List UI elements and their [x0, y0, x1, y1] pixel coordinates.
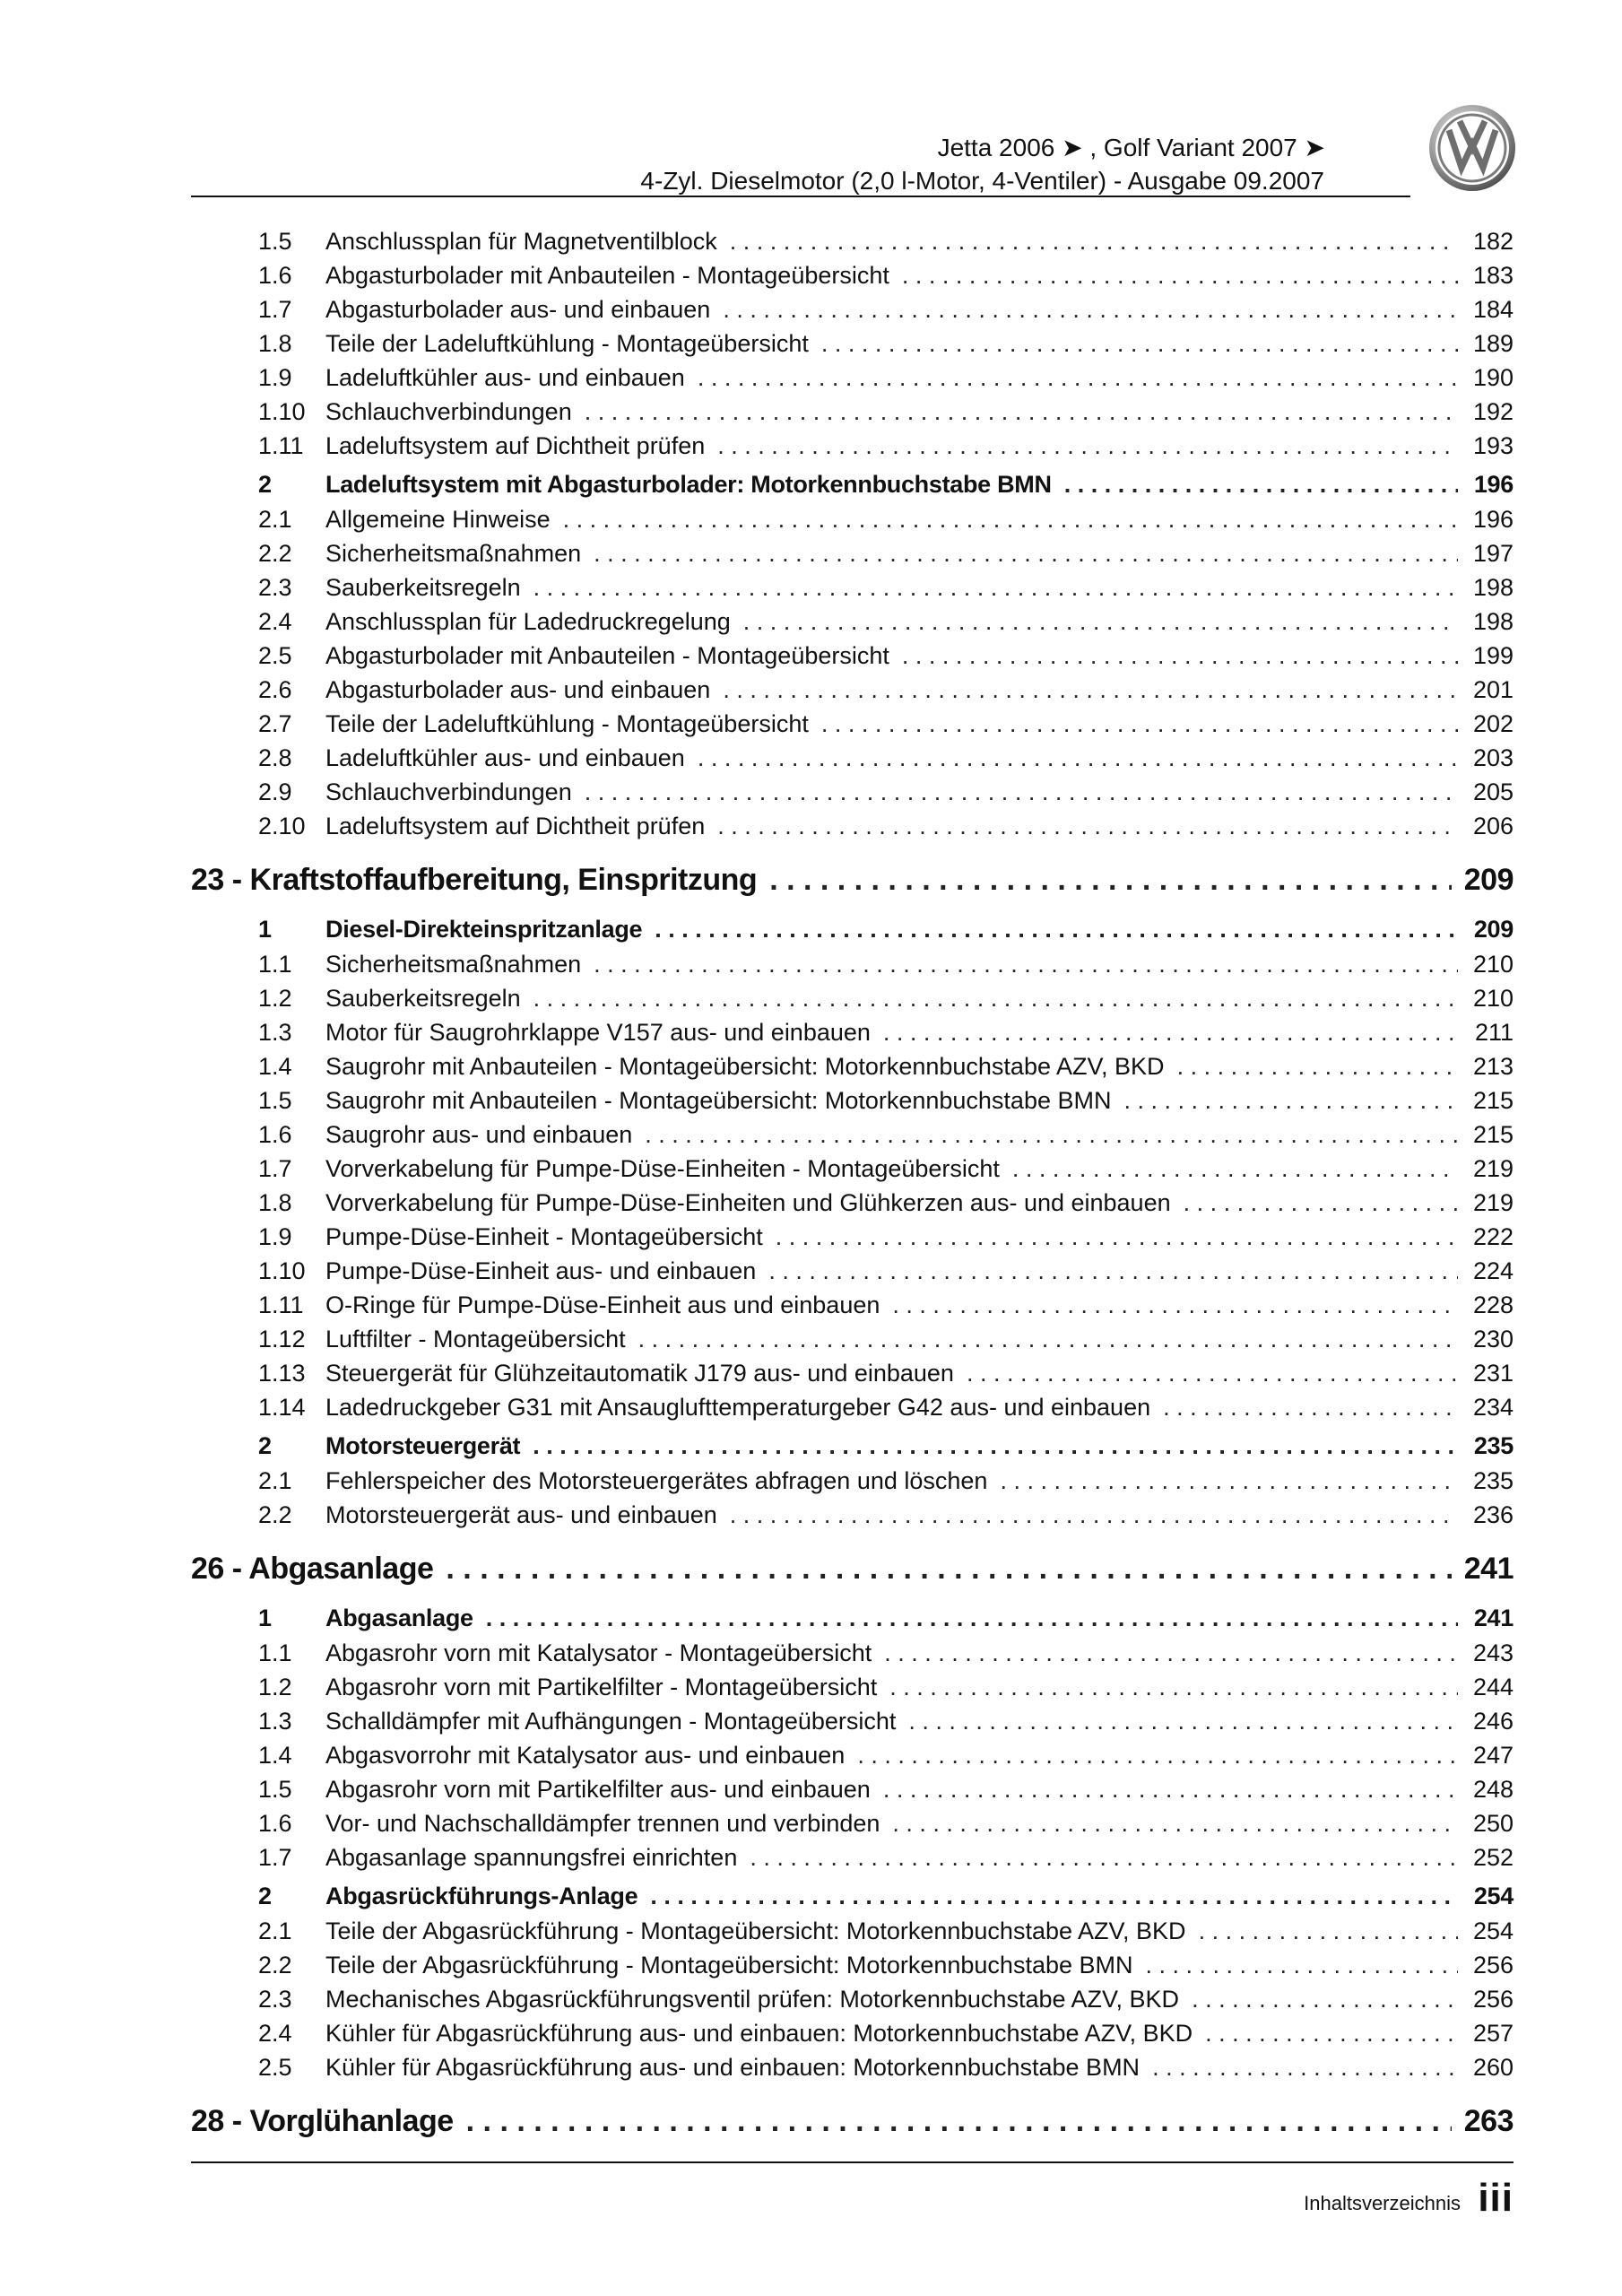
toc-section[interactable] [191, 463, 1514, 502]
toc-page-number: 196 [1473, 471, 1514, 498]
toc-item[interactable] [191, 1772, 1514, 1806]
toc-title: Allgemeine Hinweise [325, 506, 551, 533]
toc-page-number: 189 [1472, 330, 1514, 357]
toc-title: Schlauchverbindungen [325, 398, 572, 425]
toc-number: 1.7 [258, 1155, 292, 1182]
toc-number: 2.9 [258, 778, 292, 805]
toc-title: Pumpe-Düse-Einheit aus- und einbauen [325, 1257, 757, 1284]
toc-number: 1.7 [258, 1844, 292, 1871]
toc-item[interactable] [191, 1806, 1514, 1840]
dot-leader [585, 775, 1458, 809]
dot-leader [533, 1424, 1458, 1467]
toc-title: Motorsteuergerät aus- und einbauen [325, 1501, 717, 1528]
toc-number: 2.1 [258, 1918, 292, 1944]
footer-label: Inhaltsverzeichnis [1304, 2192, 1461, 2214]
toc-page-number: 235 [1472, 1467, 1514, 1494]
toc-item[interactable] [191, 1498, 1514, 1532]
header-model-line: Jetta 2006 ➤ , Golf Variant 2007 ➤ [937, 134, 1325, 161]
toc-page-number: 231 [1472, 1360, 1514, 1387]
toc-item[interactable] [191, 947, 1514, 981]
dot-leader [883, 1015, 1458, 1049]
toc-page-number: 182 [1472, 228, 1514, 255]
toc-title: Abgasturbolader mit Anbauteilen - Montageübersicht [325, 642, 889, 669]
toc-item[interactable] [191, 1670, 1514, 1704]
toc-item[interactable] [191, 2050, 1514, 2084]
toc-title: Teile der Abgasrückführung - Montageübersicht: Motorkennbuchstabe BMN [325, 1952, 1133, 1979]
toc-title: Abgasvorrohr mit Katalysator aus- und einbauen [325, 1742, 846, 1769]
toc-number: 2 [258, 1432, 272, 1459]
toc-page-number: 203 [1472, 744, 1514, 771]
toc-page-number: 199 [1472, 642, 1514, 669]
header-engine-line: 4-Zyl. Dieselmotor (2,0 l-Motor, 4-Ventiler) - Ausgabe 09.2007 [640, 167, 1324, 195]
toc-page-number: 263 [1463, 2104, 1514, 2138]
toc-page-number: 256 [1472, 1986, 1514, 2013]
page-header [191, 127, 1401, 199]
toc-number: 1.1 [258, 951, 292, 978]
toc-item[interactable] [191, 429, 1514, 463]
toc-page-number: 250 [1472, 1810, 1514, 1837]
toc-number: 1.11 [258, 1292, 304, 1318]
toc-page-number: 254 [1472, 1918, 1514, 1944]
toc-page-number: 248 [1472, 1776, 1514, 1803]
toc-item[interactable] [191, 2016, 1514, 2050]
toc-number: 1.9 [258, 364, 292, 391]
toc-item[interactable] [191, 1049, 1514, 1083]
toc-title: Vor- und Nachschalldämpfer trennen und verbinden [325, 1810, 880, 1837]
toc-page-number: 206 [1472, 813, 1514, 839]
toc-page-number: 241 [1463, 1552, 1514, 1586]
toc-title: Anschlussplan für Magnetventilblock [325, 228, 717, 255]
toc-number: 2.5 [258, 2054, 292, 2081]
table-of-contents [191, 224, 1514, 2149]
toc-item[interactable] [191, 639, 1514, 673]
toc-page-number: 236 [1472, 1501, 1514, 1528]
dot-leader [717, 809, 1458, 843]
dot-leader [768, 1254, 1458, 1288]
toc-item[interactable] [191, 673, 1514, 707]
toc-page-number: 219 [1472, 1189, 1514, 1216]
toc-title: Abgasturbolader aus- und einbauen [325, 296, 711, 323]
toc-item[interactable] [191, 570, 1514, 604]
toc-title: Abgasrückführungs-Anlage [325, 1883, 638, 1909]
dot-leader [650, 1874, 1458, 1918]
toc-item[interactable] [191, 502, 1514, 536]
toc-page-number: 243 [1472, 1639, 1514, 1666]
dot-leader [533, 981, 1458, 1015]
header-rule [191, 196, 1410, 197]
dot-leader [446, 1532, 1451, 1605]
toc-page-number: 183 [1472, 262, 1514, 289]
toc-title: 26 - Abgasanlage [191, 1552, 434, 1586]
toc-number: 1.6 [258, 1121, 292, 1148]
toc-number: 1.1 [258, 1639, 292, 1666]
toc-title: Ladeluftsystem auf Dichtheit prüfen [325, 813, 706, 839]
dot-leader [821, 326, 1458, 361]
toc-number: 1.5 [258, 1087, 292, 1114]
dot-leader [967, 1356, 1458, 1390]
toc-page-number: 252 [1472, 1844, 1514, 1871]
toc-number: 2.8 [258, 744, 292, 771]
toc-item[interactable] [191, 1118, 1514, 1152]
toc-page-number: 222 [1472, 1223, 1514, 1250]
toc-title: Ladeluftsystem mit Abgasturbolader: Motorkennbuchstabe BMN [325, 471, 1052, 498]
dot-leader [892, 1288, 1458, 1322]
toc-title: Vorverkabelung für Pumpe-Düse-Einheiten - Montageübersicht [325, 1155, 1000, 1182]
toc-page-number: 192 [1472, 398, 1514, 425]
toc-chapter[interactable] [191, 843, 1514, 908]
toc-page-number: 215 [1472, 1121, 1514, 1148]
toc-number: 1.6 [258, 262, 292, 289]
toc-item[interactable] [191, 1704, 1514, 1738]
toc-page-number: 244 [1472, 1674, 1514, 1700]
toc-item[interactable] [191, 1982, 1514, 2016]
toc-page-number: 224 [1472, 1257, 1514, 1284]
dot-leader [717, 429, 1458, 463]
toc-page-number: 219 [1472, 1155, 1514, 1182]
toc-item[interactable] [191, 1322, 1514, 1356]
dot-leader [723, 292, 1458, 326]
dot-leader [730, 1498, 1458, 1532]
toc-page-number: 228 [1472, 1292, 1514, 1318]
toc-title: Motor für Saugrohrklappe V157 aus- und einbauen [325, 1019, 871, 1046]
toc-title: Teile der Ladeluftkühlung - Montageübersicht [325, 710, 809, 737]
toc-section[interactable] [191, 1874, 1514, 1914]
toc-number: 1.4 [258, 1742, 292, 1769]
toc-number: 1.4 [258, 1053, 292, 1080]
toc-title: Ladeluftsystem auf Dichtheit prüfen [325, 432, 706, 459]
toc-title: Ladedruckgeber G31 mit Ansauglufttemperaturgeber G42 aus- und einbauen [325, 1394, 1151, 1421]
dot-leader [1064, 463, 1458, 506]
toc-number: 1.7 [258, 296, 292, 323]
toc-title: Abgasrohr vorn mit Partikelfilter aus- und einbauen [325, 1776, 871, 1803]
toc-item[interactable] [191, 1914, 1514, 1948]
dot-leader [645, 1118, 1458, 1152]
toc-item[interactable] [191, 326, 1514, 361]
toc-number: 1 [258, 916, 272, 943]
toc-number: 2 [258, 471, 272, 498]
toc-item[interactable] [191, 707, 1514, 741]
toc-title: Abgasturbolader aus- und einbauen [325, 676, 711, 703]
toc-title: Abgasrohr vorn mit Partikelfilter - Montageübersicht [325, 1674, 878, 1700]
toc-page-number: 197 [1472, 540, 1514, 567]
toc-title: Mechanisches Abgasrückführungsventil prüfen: Motorkennbuchstabe AZV, BKD [325, 1986, 1180, 2013]
toc-title: Kühler für Abgasrückführung aus- und einbauen: Motorkennbuchstabe BMN [325, 2054, 1141, 2081]
toc-page-number: 254 [1473, 1883, 1514, 1909]
toc-section[interactable] [191, 1424, 1514, 1464]
toc-title: 28 - Vorglühanlage [191, 2104, 454, 2138]
dot-leader [1163, 1390, 1458, 1424]
footer-rule [191, 2161, 1514, 2163]
toc-section[interactable] [191, 1596, 1514, 1636]
dot-leader [698, 361, 1458, 395]
dot-leader [884, 1636, 1458, 1670]
toc-number: 1.10 [258, 1257, 306, 1284]
dot-leader [857, 1738, 1458, 1772]
dot-leader [585, 395, 1458, 429]
toc-page-number: 241 [1473, 1605, 1514, 1631]
toc-page-number: 209 [1463, 863, 1514, 897]
dot-leader [723, 673, 1458, 707]
dot-leader [743, 604, 1458, 639]
dot-leader [533, 570, 1458, 604]
toc-item[interactable] [191, 361, 1514, 395]
toc-page-number: 210 [1472, 951, 1514, 978]
toc-number: 1.10 [258, 398, 306, 425]
toc-number: 1.5 [258, 228, 292, 255]
toc-title: Abgasturbolader mit Anbauteilen - Montageübersicht [325, 262, 889, 289]
toc-page-number: 230 [1472, 1326, 1514, 1352]
toc-number: 1.9 [258, 1223, 292, 1250]
toc-item[interactable] [191, 1083, 1514, 1118]
toc-item[interactable] [191, 775, 1514, 809]
toc-title: Luftfilter - Montageübersicht [325, 1326, 626, 1352]
toc-title: Ladeluftkühler aus- und einbauen [325, 364, 685, 391]
toc-number: 1.8 [258, 1189, 292, 1216]
dot-leader [750, 1840, 1458, 1874]
toc-title: Anschlussplan für Ladedruckregelung [325, 608, 731, 635]
dot-leader [1205, 2016, 1458, 2050]
toc-page-number: 193 [1472, 432, 1514, 459]
toc-title: Fehlerspeicher des Motorsteuergerätes abfragen und löschen [325, 1467, 988, 1494]
toc-number: 1.3 [258, 1708, 292, 1735]
toc-item[interactable] [191, 809, 1514, 843]
toc-item[interactable] [191, 604, 1514, 639]
toc-title: Motorsteuergerät [325, 1432, 521, 1459]
toc-page-number: 210 [1472, 985, 1514, 1012]
toc-page-number: 215 [1472, 1087, 1514, 1114]
toc-title: Abgasanlage spannungsfrei einrichten [325, 1844, 738, 1871]
toc-title: Sauberkeitsregeln [325, 574, 521, 601]
toc-item[interactable] [191, 1840, 1514, 1874]
toc-number: 2.5 [258, 642, 292, 669]
toc-title: O-Ringe für Pumpe-Düse-Einheit aus und einbauen [325, 1292, 880, 1318]
toc-number: 2.3 [258, 1986, 292, 2013]
toc-item[interactable] [191, 741, 1514, 775]
toc-page-number: 211 [1474, 1019, 1514, 1046]
toc-item[interactable] [191, 1220, 1514, 1254]
toc-page-number: 257 [1472, 2020, 1514, 2047]
toc-item[interactable] [191, 1390, 1514, 1424]
dot-leader [466, 2084, 1452, 2158]
toc-item[interactable] [191, 292, 1514, 326]
toc-title: Saugrohr mit Anbauteilen - Montageübersicht: Motorkennbuchstabe BMN [325, 1087, 1112, 1114]
toc-number: 2.3 [258, 574, 292, 601]
toc-title: Diesel-Direkteinspritzanlage [325, 916, 643, 943]
dot-leader [902, 258, 1458, 292]
toc-item[interactable] [191, 1738, 1514, 1772]
toc-number: 1.3 [258, 1019, 292, 1046]
toc-number: 2.1 [258, 1467, 292, 1494]
toc-page-number: 234 [1472, 1394, 1514, 1421]
dot-leader [821, 707, 1458, 741]
toc-title: Ladeluftkühler aus- und einbauen [325, 744, 685, 771]
dot-leader [883, 1772, 1458, 1806]
dot-leader [594, 947, 1458, 981]
toc-item[interactable] [191, 1356, 1514, 1390]
vw-logo-icon [1427, 103, 1517, 193]
toc-chapter[interactable] [191, 1532, 1514, 1596]
dot-leader [563, 502, 1458, 536]
dot-leader [908, 1704, 1458, 1738]
toc-page-number: 190 [1472, 364, 1514, 391]
toc-page-number: 209 [1473, 916, 1514, 943]
toc-page-number: 213 [1472, 1053, 1514, 1080]
toc-number: 2.2 [258, 540, 292, 567]
dot-leader [1124, 1083, 1459, 1118]
dot-leader [1199, 1914, 1458, 1948]
toc-item[interactable] [191, 536, 1514, 570]
toc-title: Sicherheitsmaßnahmen [325, 540, 582, 567]
toc-number: 1.14 [258, 1394, 306, 1421]
footer-page-number: iii [1478, 2176, 1514, 2220]
toc-title: Saugrohr mit Anbauteilen - Montageübersicht: Motorkennbuchstabe AZV, BKD [325, 1053, 1165, 1080]
toc-number: 1.6 [258, 1810, 292, 1837]
toc-number: 2.2 [258, 1952, 292, 1979]
toc-page-number: 247 [1472, 1742, 1514, 1769]
toc-page-number: 184 [1472, 296, 1514, 323]
toc-number: 2.2 [258, 1501, 292, 1528]
toc-number: 1.2 [258, 985, 292, 1012]
toc-page-number: 205 [1472, 778, 1514, 805]
toc-page-number: 201 [1472, 676, 1514, 703]
dot-leader [655, 908, 1458, 951]
toc-title: Teile der Ladeluftkühlung - Montageübersicht [325, 330, 809, 357]
dot-leader [698, 741, 1458, 775]
toc-page-number: 235 [1473, 1432, 1514, 1459]
toc-title: Schalldämpfer mit Aufhängungen - Montageübersicht [325, 1708, 897, 1735]
toc-number: 1.2 [258, 1674, 292, 1700]
toc-number: 2.10 [258, 813, 306, 839]
dot-leader [1192, 1982, 1458, 2016]
toc-number: 2 [258, 1883, 272, 1909]
toc-title: Sauberkeitsregeln [325, 985, 521, 1012]
dot-leader [1152, 2050, 1458, 2084]
toc-number: 1.8 [258, 330, 292, 357]
toc-page-number: 198 [1472, 574, 1514, 601]
dot-leader [1184, 1186, 1458, 1220]
toc-title: Saugrohr aus- und einbauen [325, 1121, 633, 1148]
dot-leader [486, 1596, 1458, 1639]
dot-leader [1177, 1049, 1458, 1083]
dot-leader [769, 843, 1452, 917]
toc-item[interactable] [191, 1186, 1514, 1220]
toc-number: 2.4 [258, 2020, 292, 2047]
dot-leader [1000, 1464, 1458, 1498]
toc-item[interactable] [191, 395, 1514, 429]
dot-leader [1012, 1152, 1458, 1186]
dot-leader [902, 639, 1458, 673]
toc-item[interactable] [191, 224, 1514, 258]
toc-number: 1 [258, 1605, 272, 1631]
toc-item[interactable] [191, 1636, 1514, 1670]
toc-page-number: 256 [1472, 1952, 1514, 1979]
toc-item[interactable] [191, 1015, 1514, 1049]
toc-number: 2.6 [258, 676, 292, 703]
toc-item[interactable] [191, 1948, 1514, 1982]
toc-chapter[interactable] [191, 2084, 1514, 2149]
toc-title: Abgasanlage [325, 1605, 473, 1631]
toc-page-number: 196 [1472, 506, 1514, 533]
toc-title: Steuergerät für Glühzeitautomatik J179 aus- und einbauen [325, 1360, 954, 1387]
toc-title: Vorverkabelung für Pumpe-Düse-Einheiten und Glühkerzen aus- und einbauen [325, 1189, 1171, 1216]
dot-leader [638, 1322, 1458, 1356]
dot-leader [1146, 1948, 1459, 1982]
toc-number: 1.12 [258, 1326, 306, 1352]
toc-page-number: 202 [1472, 710, 1514, 737]
toc-section[interactable] [191, 908, 1514, 947]
toc-number: 2.4 [258, 608, 292, 635]
dot-leader [892, 1806, 1458, 1840]
toc-page-number: 198 [1472, 608, 1514, 635]
toc-item[interactable] [191, 1152, 1514, 1186]
toc-number: 1.5 [258, 1776, 292, 1803]
toc-title: Sicherheitsmaßnahmen [325, 951, 582, 978]
toc-title: Teile der Abgasrückführung - Montageübersicht: Motorkennbuchstabe AZV, BKD [325, 1918, 1186, 1944]
dot-leader [776, 1220, 1458, 1254]
toc-item[interactable] [191, 1254, 1514, 1288]
toc-number: 1.13 [258, 1360, 306, 1387]
toc-item[interactable] [191, 258, 1514, 292]
dot-leader [889, 1670, 1458, 1704]
toc-page-number: 246 [1472, 1708, 1514, 1735]
dot-leader [594, 536, 1458, 570]
toc-item[interactable] [191, 981, 1514, 1015]
toc-title: Abgasrohr vorn mit Katalysator - Montageübersicht [325, 1639, 872, 1666]
dot-leader [730, 224, 1458, 258]
toc-number: 1.11 [258, 432, 304, 459]
toc-title: 23 - Kraftstoffaufbereitung, Einspritzung [191, 863, 758, 897]
toc-title: Kühler für Abgasrückführung aus- und einbauen: Motorkennbuchstabe AZV, BKD [325, 2020, 1193, 2047]
toc-number: 2.7 [258, 710, 292, 737]
toc-title: Schlauchverbindungen [325, 778, 572, 805]
toc-page-number: 260 [1472, 2054, 1514, 2081]
toc-item[interactable] [191, 1288, 1514, 1322]
toc-number: 2.1 [258, 506, 292, 533]
toc-title: Pumpe-Düse-Einheit - Montageübersicht [325, 1223, 763, 1250]
toc-item[interactable] [191, 1464, 1514, 1498]
